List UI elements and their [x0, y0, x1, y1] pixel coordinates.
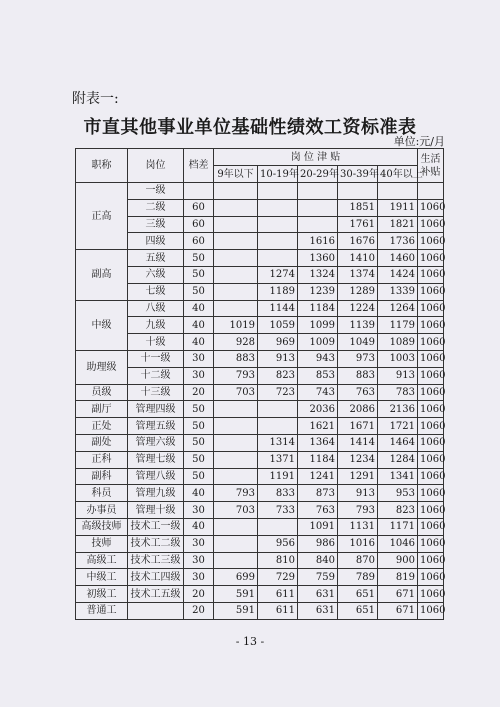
grade-cell: 50 [184, 250, 214, 267]
value-cell: 763 [298, 502, 338, 519]
category-cell: 普通工 [76, 602, 128, 619]
value-cell: 1314 [258, 434, 298, 451]
category-cell: 中级 [76, 300, 128, 350]
table-row [76, 350, 444, 367]
value-cell: 913 [378, 367, 418, 384]
living-cell: 1060 [418, 434, 444, 451]
table-row [76, 250, 444, 267]
living-cell: 1060 [418, 418, 444, 435]
post-cell: 五级 [128, 250, 184, 267]
post-cell: 一级 [128, 183, 184, 200]
post-cell: 技术工五级 [128, 586, 184, 603]
value-cell: 953 [378, 485, 418, 502]
value-cell [338, 183, 378, 200]
grade-cell: 50 [184, 418, 214, 435]
table-row [76, 485, 444, 502]
table-row [76, 266, 444, 283]
living-cell: 1060 [418, 502, 444, 519]
table-row [76, 602, 444, 619]
value-cell [214, 518, 258, 535]
grade-cell: 30 [184, 552, 214, 569]
category-cell: 副厅 [76, 401, 128, 418]
value-cell [258, 418, 298, 435]
value-cell: 651 [338, 602, 378, 619]
category-cell: 初级工 [76, 586, 128, 603]
value-cell: 1241 [298, 468, 338, 485]
post-cell: 技术工四级 [128, 569, 184, 586]
value-cell: 1184 [298, 451, 338, 468]
value-cell: 1360 [298, 250, 338, 267]
living-cell: 1060 [418, 367, 444, 384]
living-cell [418, 183, 444, 200]
value-cell: 833 [258, 485, 298, 502]
value-cell [258, 199, 298, 216]
value-cell: 2036 [298, 401, 338, 418]
value-cell [298, 199, 338, 216]
value-cell: 2136 [378, 401, 418, 418]
grade-cell: 50 [184, 451, 214, 468]
value-cell: 631 [298, 586, 338, 603]
value-cell: 883 [338, 367, 378, 384]
value-cell: 611 [258, 586, 298, 603]
value-cell: 723 [258, 384, 298, 401]
grade-cell: 30 [184, 569, 214, 586]
value-cell: 840 [298, 552, 338, 569]
value-cell: 1003 [378, 350, 418, 367]
value-cell: 973 [338, 350, 378, 367]
grade-cell: 40 [184, 317, 214, 334]
value-cell: 1059 [258, 317, 298, 334]
living-cell: 1060 [418, 199, 444, 216]
value-cell: 1019 [214, 317, 258, 334]
table-row [76, 233, 444, 250]
header-allowance: 岗 位 津 贴 [214, 149, 418, 166]
value-cell: 1274 [258, 266, 298, 283]
category-cell: 中级工 [76, 569, 128, 586]
living-cell: 1060 [418, 586, 444, 603]
value-cell: 763 [338, 384, 378, 401]
value-cell: 1341 [378, 468, 418, 485]
table-row [76, 518, 444, 535]
post-cell: 十一级 [128, 350, 184, 367]
value-cell [214, 451, 258, 468]
value-cell: 1371 [258, 451, 298, 468]
grade-cell: 30 [184, 350, 214, 367]
value-cell: 1616 [298, 233, 338, 250]
living-cell: 1060 [418, 266, 444, 283]
value-cell: 900 [378, 552, 418, 569]
post-cell: 管理六级 [128, 434, 184, 451]
living-cell: 1060 [418, 468, 444, 485]
value-cell: 671 [378, 586, 418, 603]
category-cell: 副处 [76, 434, 128, 451]
table-row [76, 183, 444, 200]
value-cell: 969 [258, 334, 298, 351]
table-row [76, 317, 444, 334]
living-cell: 1060 [418, 552, 444, 569]
living-cell: 1060 [418, 569, 444, 586]
table-row [76, 552, 444, 569]
value-cell: 1171 [378, 518, 418, 535]
value-cell: 793 [214, 485, 258, 502]
living-cell: 1060 [418, 334, 444, 351]
header-years-5: 40年以上 [378, 166, 418, 183]
value-cell: 1234 [338, 451, 378, 468]
grade-cell: 50 [184, 283, 214, 300]
value-cell [214, 216, 258, 233]
grade-cell [184, 183, 214, 200]
value-cell: 819 [378, 569, 418, 586]
table-row [76, 367, 444, 384]
post-cell: 八级 [128, 300, 184, 317]
value-cell: 1089 [378, 334, 418, 351]
grade-cell: 50 [184, 468, 214, 485]
value-cell: 1911 [378, 199, 418, 216]
post-cell: 管理七级 [128, 451, 184, 468]
grade-cell: 30 [184, 535, 214, 552]
table-row [76, 535, 444, 552]
grade-cell: 20 [184, 602, 214, 619]
value-cell: 2086 [338, 401, 378, 418]
value-cell: 823 [378, 502, 418, 519]
living-cell: 1060 [418, 602, 444, 619]
living-cell: 1060 [418, 350, 444, 367]
value-cell: 651 [338, 586, 378, 603]
value-cell: 1046 [378, 535, 418, 552]
value-cell: 913 [338, 485, 378, 502]
category-cell: 正高 [76, 183, 128, 250]
value-cell [378, 183, 418, 200]
annex-label: 附表一: [72, 91, 119, 107]
value-cell: 1009 [298, 334, 338, 351]
value-cell: 1671 [338, 418, 378, 435]
value-cell: 1339 [378, 283, 418, 300]
value-cell [214, 418, 258, 435]
grade-cell: 40 [184, 334, 214, 351]
value-cell: 1179 [378, 317, 418, 334]
value-cell: 1621 [298, 418, 338, 435]
page-number: - 13 - [235, 635, 265, 648]
value-cell: 1144 [258, 300, 298, 317]
header-post: 岗位 [128, 149, 184, 183]
value-cell [214, 434, 258, 451]
table-row [76, 300, 444, 317]
value-cell: 1224 [338, 300, 378, 317]
post-cell: 管理五级 [128, 418, 184, 435]
value-cell [258, 250, 298, 267]
value-cell: 1676 [338, 233, 378, 250]
table-row [76, 334, 444, 351]
value-cell: 1414 [338, 434, 378, 451]
unit-label: 单位:元/月 [393, 135, 445, 148]
living-cell: 1060 [418, 451, 444, 468]
value-cell: 591 [214, 602, 258, 619]
header-living-line2: 补贴 [420, 166, 441, 178]
category-cell: 副科 [76, 468, 128, 485]
value-cell: 913 [258, 350, 298, 367]
value-cell [214, 401, 258, 418]
living-cell: 1060 [418, 317, 444, 334]
category-cell: 正科 [76, 451, 128, 468]
grade-cell: 20 [184, 384, 214, 401]
value-cell: 611 [258, 602, 298, 619]
value-cell [214, 266, 258, 283]
value-cell: 733 [258, 502, 298, 519]
value-cell: 1464 [378, 434, 418, 451]
grade-cell: 60 [184, 216, 214, 233]
value-cell [258, 233, 298, 250]
category-cell: 副高 [76, 250, 128, 300]
grade-cell: 50 [184, 401, 214, 418]
value-cell: 793 [338, 502, 378, 519]
post-cell [128, 602, 184, 619]
value-cell: 1736 [378, 233, 418, 250]
post-cell: 管理九级 [128, 485, 184, 502]
post-cell: 十三级 [128, 384, 184, 401]
living-cell: 1060 [418, 250, 444, 267]
post-cell: 七级 [128, 283, 184, 300]
category-cell: 高级工 [76, 552, 128, 569]
living-cell: 1060 [418, 283, 444, 300]
value-cell [258, 401, 298, 418]
value-cell: 699 [214, 569, 258, 586]
header-living-line1: 生活 [420, 153, 441, 165]
value-cell: 1016 [338, 535, 378, 552]
page-title: 市直其他事业单位基础性绩效工资标准表 [83, 117, 417, 138]
value-cell: 591 [214, 586, 258, 603]
value-cell [258, 518, 298, 535]
value-cell [298, 183, 338, 200]
value-cell [214, 283, 258, 300]
value-cell: 1324 [298, 266, 338, 283]
value-cell: 1291 [338, 468, 378, 485]
table-row [76, 401, 444, 418]
grade-cell: 60 [184, 233, 214, 250]
post-cell: 三级 [128, 216, 184, 233]
header-years-1: 9年以下 [214, 166, 258, 183]
value-cell: 1131 [338, 518, 378, 535]
grade-cell: 30 [184, 367, 214, 384]
value-cell: 1460 [378, 250, 418, 267]
post-cell: 十二级 [128, 367, 184, 384]
value-cell: 853 [298, 367, 338, 384]
value-cell: 631 [298, 602, 338, 619]
table-row [76, 216, 444, 233]
table-row [76, 451, 444, 468]
value-cell [298, 216, 338, 233]
value-cell: 1410 [338, 250, 378, 267]
value-cell: 789 [338, 569, 378, 586]
living-cell: 1060 [418, 401, 444, 418]
table-row [76, 434, 444, 451]
value-cell [214, 535, 258, 552]
header-years-3: 20-29年 [298, 166, 338, 183]
value-cell [214, 468, 258, 485]
post-cell: 技术工二级 [128, 535, 184, 552]
category-cell: 员级 [76, 384, 128, 401]
value-cell: 1424 [378, 266, 418, 283]
value-cell: 743 [298, 384, 338, 401]
post-cell: 十级 [128, 334, 184, 351]
value-cell: 873 [298, 485, 338, 502]
value-cell: 783 [378, 384, 418, 401]
table-row [76, 418, 444, 435]
value-cell [214, 233, 258, 250]
post-cell: 四级 [128, 233, 184, 250]
value-cell [214, 300, 258, 317]
value-cell: 986 [298, 535, 338, 552]
value-cell: 1184 [298, 300, 338, 317]
value-cell: 703 [214, 502, 258, 519]
category-cell: 科员 [76, 485, 128, 502]
value-cell: 883 [214, 350, 258, 367]
value-cell [258, 183, 298, 200]
living-cell: 1060 [418, 300, 444, 317]
value-cell [214, 250, 258, 267]
table-row [76, 384, 444, 401]
table-row [76, 586, 444, 603]
post-cell: 九级 [128, 317, 184, 334]
living-cell: 1060 [418, 485, 444, 502]
value-cell: 759 [298, 569, 338, 586]
value-cell: 943 [298, 350, 338, 367]
value-cell: 928 [214, 334, 258, 351]
value-cell: 1264 [378, 300, 418, 317]
grade-cell: 40 [184, 300, 214, 317]
header-years-2: 10-19年 [258, 166, 298, 183]
table-row [76, 502, 444, 519]
post-cell: 管理八级 [128, 468, 184, 485]
grade-cell: 40 [184, 518, 214, 535]
value-cell: 1721 [378, 418, 418, 435]
post-cell: 二级 [128, 199, 184, 216]
value-cell [258, 216, 298, 233]
value-cell: 1189 [258, 283, 298, 300]
header-years-4: 30-39年 [338, 166, 378, 183]
value-cell [214, 199, 258, 216]
value-cell: 793 [214, 367, 258, 384]
category-cell: 高级技师 [76, 518, 128, 535]
post-cell: 技术工一级 [128, 518, 184, 535]
post-cell: 管理四级 [128, 401, 184, 418]
header-category: 职称 [76, 149, 128, 183]
grade-cell: 40 [184, 485, 214, 502]
value-cell: 1851 [338, 199, 378, 216]
value-cell: 1239 [298, 283, 338, 300]
value-cell: 1284 [378, 451, 418, 468]
grade-cell: 20 [184, 586, 214, 603]
grade-cell: 60 [184, 199, 214, 216]
value-cell: 1099 [298, 317, 338, 334]
category-cell: 助理级 [76, 350, 128, 384]
value-cell: 1821 [378, 216, 418, 233]
living-cell: 1060 [418, 233, 444, 250]
living-cell: 1060 [418, 384, 444, 401]
value-cell: 1761 [338, 216, 378, 233]
value-cell: 810 [258, 552, 298, 569]
grade-cell: 50 [184, 266, 214, 283]
value-cell: 1289 [338, 283, 378, 300]
value-cell: 956 [258, 535, 298, 552]
post-cell: 技术工三级 [128, 552, 184, 569]
value-cell: 1374 [338, 266, 378, 283]
table-row [76, 199, 444, 216]
living-cell: 1060 [418, 518, 444, 535]
value-cell: 729 [258, 569, 298, 586]
value-cell: 1091 [298, 518, 338, 535]
value-cell: 1139 [338, 317, 378, 334]
value-cell: 870 [338, 552, 378, 569]
value-cell: 1191 [258, 468, 298, 485]
value-cell: 1049 [338, 334, 378, 351]
grade-cell: 50 [184, 434, 214, 451]
value-cell: 823 [258, 367, 298, 384]
header-grade: 档差 [184, 149, 214, 183]
post-cell: 管理十级 [128, 502, 184, 519]
table-row [76, 468, 444, 485]
category-cell: 正处 [76, 418, 128, 435]
grade-cell: 30 [184, 502, 214, 519]
value-cell: 703 [214, 384, 258, 401]
living-cell: 1060 [418, 216, 444, 233]
value-cell: 1364 [298, 434, 338, 451]
post-cell: 六级 [128, 266, 184, 283]
salary-standard-table [75, 148, 444, 620]
table-row [76, 283, 444, 300]
category-cell: 办事员 [76, 502, 128, 519]
table-row [76, 569, 444, 586]
category-cell: 技师 [76, 535, 128, 552]
value-cell: 671 [378, 602, 418, 619]
living-cell: 1060 [418, 535, 444, 552]
value-cell [214, 183, 258, 200]
value-cell [214, 552, 258, 569]
